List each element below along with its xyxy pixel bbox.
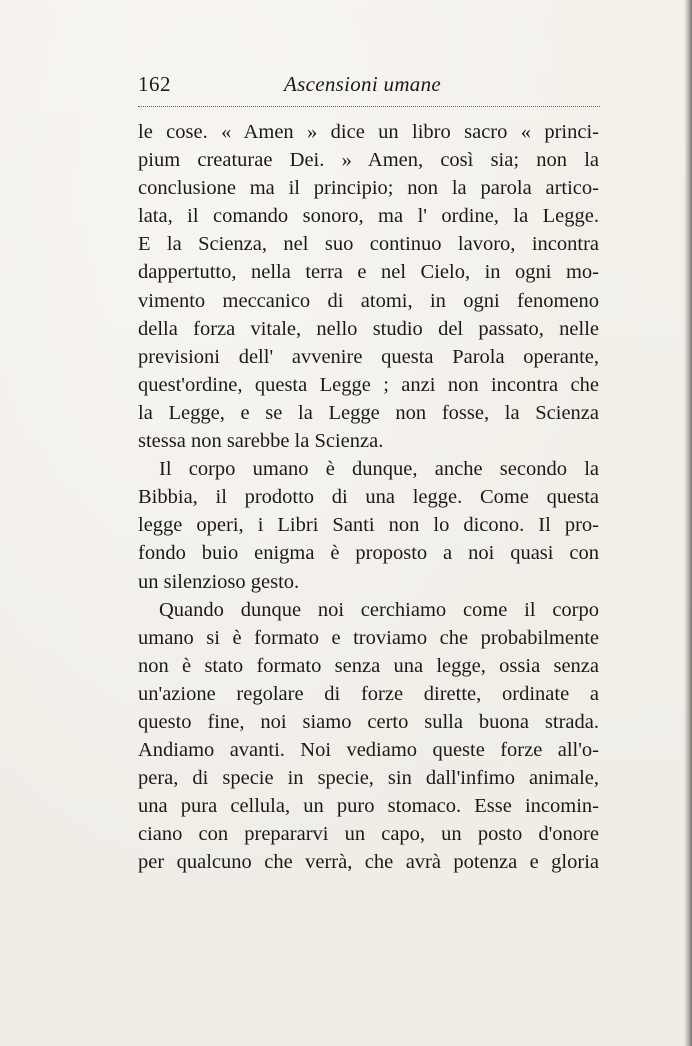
text-line: vimento meccanico di atomi, in ogni fenomeno: [138, 289, 599, 312]
text-line: un silenzioso gesto.: [138, 570, 300, 593]
text-line: dappertutto, nella terra e nel Cielo, in ogni mo-: [138, 261, 599, 284]
text-line: quest'ordine, questa Legge ; anzi non incontra che: [138, 373, 599, 396]
text-line: le cose. « Amen » dice un libro sacro « princi-: [138, 121, 599, 143]
text-line: Quando dunque noi cerchiamo come il corpo: [159, 598, 599, 621]
text-line: Il corpo umano è dunque, anche secondo la: [159, 458, 599, 481]
text-line: Andiamo avanti. Noi vediamo queste forze all'o-: [138, 739, 599, 762]
text-line: per qualcuno che verrà, che avrà potenza e gloria: [138, 851, 599, 874]
text-line: lata, il comando sonoro, ma l' ordine, la Legge.: [138, 205, 599, 228]
text-line: della forza vitale, nello studio del passato, nelle: [138, 317, 599, 340]
text-line: conclusione ma il principio; non la parola artico-: [138, 177, 599, 200]
text-line: previsioni dell' avvenire questa Parola operante,: [138, 345, 599, 368]
text-line: un'azione regolare di forze dirette, ordinate a: [138, 682, 599, 705]
text-line: la Legge, e se la Legge non fosse, la Scienza: [138, 401, 599, 424]
text-line: umano si è formato e troviamo che probabilmente: [138, 626, 599, 649]
text-line: stessa non sarebbe la Scienza.: [138, 430, 384, 453]
page-edge-shadow: [684, 0, 692, 1046]
text-line: questo fine, noi siamo certo sulla buona strada.: [138, 710, 599, 733]
text-line: Bibbia, il prodotto di una legge. Come questa: [138, 486, 599, 509]
page-header: [138, 72, 598, 102]
text-line: fondo buio enigma è proposto a noi quasi con: [138, 542, 599, 565]
text-line: una pura cellula, un puro stomaco. Esse incomin-: [138, 795, 599, 818]
body-text: [138, 118, 599, 877]
running-title: Ascensioni umane: [284, 72, 442, 96]
text-line: pium creaturae Dei. » Amen, così sia; non la: [138, 149, 599, 172]
text-line: ciano con prepararvi un capo, un posto d'onore: [138, 823, 599, 846]
text-line: E la Scienza, nel suo continuo lavoro, incontra: [138, 233, 599, 256]
text-line: non è stato formato senza una legge, ossia senza: [138, 654, 599, 677]
text-line: pera, di specie in specie, sin dall'infimo animale,: [138, 767, 599, 790]
text-line: legge operi, i Libri Santi non lo dicono. Il pro-: [138, 514, 599, 537]
page-number: 162: [138, 72, 171, 96]
header-rule: [138, 106, 600, 107]
